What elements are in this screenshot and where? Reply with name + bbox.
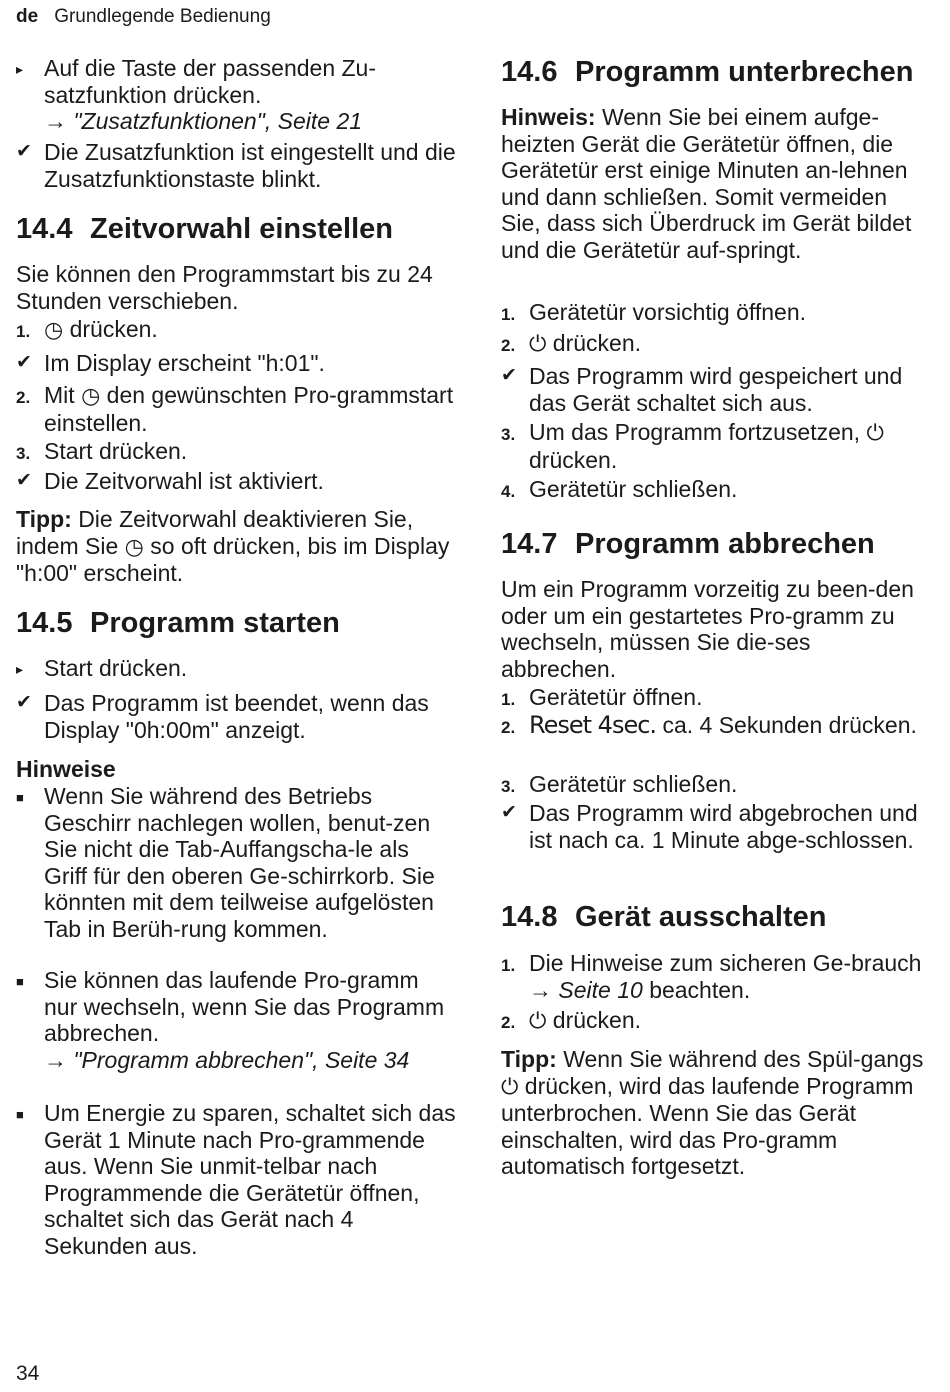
bullet-icon: ▸: [16, 61, 24, 77]
reset-key-label: Reset 4sec.: [529, 711, 657, 739]
check-icon: ✔: [501, 802, 517, 823]
power-icon: ⏻: [529, 1008, 547, 1033]
section-heading-14-8: 14.8 Gerät ausschalten: [501, 901, 827, 933]
step-item: 3. Um das Programm fortzusetzen, ⏻ drücken.: [501, 419, 884, 473]
cross-reference: → "Zusatzfunktionen", Seite 21: [44, 108, 363, 134]
check-icon: ✔: [16, 141, 32, 162]
result-item: ✔ Im Display erscheint "h:01".: [16, 350, 325, 376]
timer-icon: ◷: [44, 317, 64, 342]
step-item: 4. Gerätetür schließen.: [501, 476, 738, 502]
power-icon: ⏻: [501, 1073, 519, 1099]
step-item: 1. Gerätetür vorsichtig öffnen.: [501, 299, 806, 325]
section-intro: Um ein Programm vorzeitig zu been-den oder um ein gestartetes Pro-gramm zu wechseln, müssen Sie die-ses abbrechen.: [501, 576, 914, 682]
result-item: ✔ Die Zusatzfunktion ist eingestellt und die Zusatzfunktionstaste blinkt.: [16, 139, 456, 192]
start-key-label: Start: [44, 438, 93, 464]
step-item: 3. Start drücken.: [16, 438, 188, 464]
list-item: ▸ Auf die Taste der passenden Zu-satzfunktion drücken. → "Zusatzfunktionen", Seite 21: [16, 55, 377, 134]
section-heading-14-6: 14.6 Programm unterbrechen: [501, 56, 914, 88]
step-item: 2. ⏻ drücken.: [501, 330, 642, 356]
note-item: ■ Wenn Sie während des Betriebs Geschirr nachlegen wollen, benut-zen Sie nicht die Tab-Auffangscha-le als Griff für den oberen Ge-schirrkorb. Sie könnten mit dem teilweise aufgelösten Tab in Berüh-rung kommen.: [16, 783, 435, 942]
power-icon: ⏻: [866, 420, 884, 445]
cross-reference: → "Programm abbrechen", Seite 34: [44, 1046, 410, 1073]
timer-icon: ◷: [124, 533, 144, 559]
result-item: ✔ Das Programm wird gespeichert und das Gerät schaltet sich aus.: [501, 363, 903, 416]
tip-paragraph: Tipp: Die Zeitvorwahl deaktivieren Sie, indem Sie ◷ so oft drücken, bis im Display "h:00" erscheint.: [16, 506, 450, 586]
power-icon: ⏻: [529, 331, 547, 356]
arrow-icon: →: [529, 976, 552, 1003]
cross-reference: → Seite 10: [529, 976, 643, 1003]
arrow-icon: →: [44, 108, 67, 134]
result-item: ✔ Das Programm wird abgebrochen und ist nach ca. 1 Minute abge-schlossen.: [501, 800, 918, 853]
result-item: ✔ Die Zeitvorwahl ist aktiviert.: [16, 468, 324, 494]
note-item: ■ Sie können das laufende Pro-gramm nur wechseln, wenn Sie das Programm abbrechen. → "Programm abbrechen", Seite 34: [16, 967, 445, 1073]
step-item: 1. Die Hinweise zum sicheren Ge-brauch → Seite 10 beachten.: [501, 950, 922, 1003]
arrow-icon: →: [44, 1046, 67, 1073]
header-title: Grundlegende Bedienung: [54, 6, 271, 27]
step-item: 2. Mit ◷ den gewünschten Pro-grammstart einstellen.: [16, 382, 454, 436]
page-header: [16, 6, 271, 28]
step-item: 1. ◷ drücken.: [16, 316, 158, 342]
check-icon: ✔: [16, 470, 32, 491]
section-heading-14-4: 14.4 Zeitvorwahl einstellen: [16, 213, 393, 245]
step-item: 2. Reset 4sec. ca. 4 Sekunden drücken.: [501, 711, 917, 739]
bullet-icon: ▸: [16, 661, 24, 677]
square-bullet-icon: ■: [16, 1107, 24, 1122]
section-heading-14-7: 14.7 Programm abbrechen: [501, 528, 875, 560]
section-intro: Sie können den Programmstart bis zu 24 Stunden verschieben.: [16, 261, 433, 314]
check-icon: ✔: [501, 365, 517, 386]
list-item: ▸ Start drücken.: [16, 655, 188, 681]
square-bullet-icon: ■: [16, 974, 24, 989]
page-number: 34: [16, 1362, 40, 1385]
notes-heading: Hinweise: [16, 756, 116, 782]
timer-icon: ◷: [81, 383, 101, 408]
tip-paragraph: Tipp: Wenn Sie während des Spül-gangs ⏻ drücken, wird das laufende Programm unterbrochen. Wenn Sie das Gerät einschalten, wird das Pro-gramm automatisch fortgesetzt.: [501, 1046, 924, 1179]
step-item: 3. Gerätetür schließen.: [501, 771, 738, 797]
square-bullet-icon: ■: [16, 790, 24, 805]
section-heading-14-5: 14.5 Programm starten: [16, 607, 340, 639]
step-item: 1. Gerätetür öffnen.: [501, 684, 703, 710]
start-key-label: Start: [44, 655, 93, 681]
check-icon: ✔: [16, 352, 32, 373]
note-paragraph: Hinweis: Wenn Sie bei einem aufge-heizten Gerät die Gerätetür öffnen, die Gerätetür erst einige Minuten an-lehnen und dann schließen. Somit vermeiden Sie, dass sich Überdruck im Gerät bildet und die Gerätetür auf-springt.: [501, 104, 912, 263]
check-icon: ✔: [16, 692, 32, 713]
result-item: ✔ Das Programm ist beendet, wenn das Display "0h:00m" anzeigt.: [16, 690, 429, 743]
note-item: ■ Um Energie zu sparen, schaltet sich das Gerät 1 Minute nach Pro-grammende aus. Wenn Sie unmit-telbar nach Programmende die Gerätetür öffnen, schaltet sich das Gerät nach 4 Sekunden aus.: [16, 1100, 456, 1259]
step-item: 2. ⏻ drücken.: [501, 1007, 642, 1033]
language-code: de: [16, 6, 39, 27]
